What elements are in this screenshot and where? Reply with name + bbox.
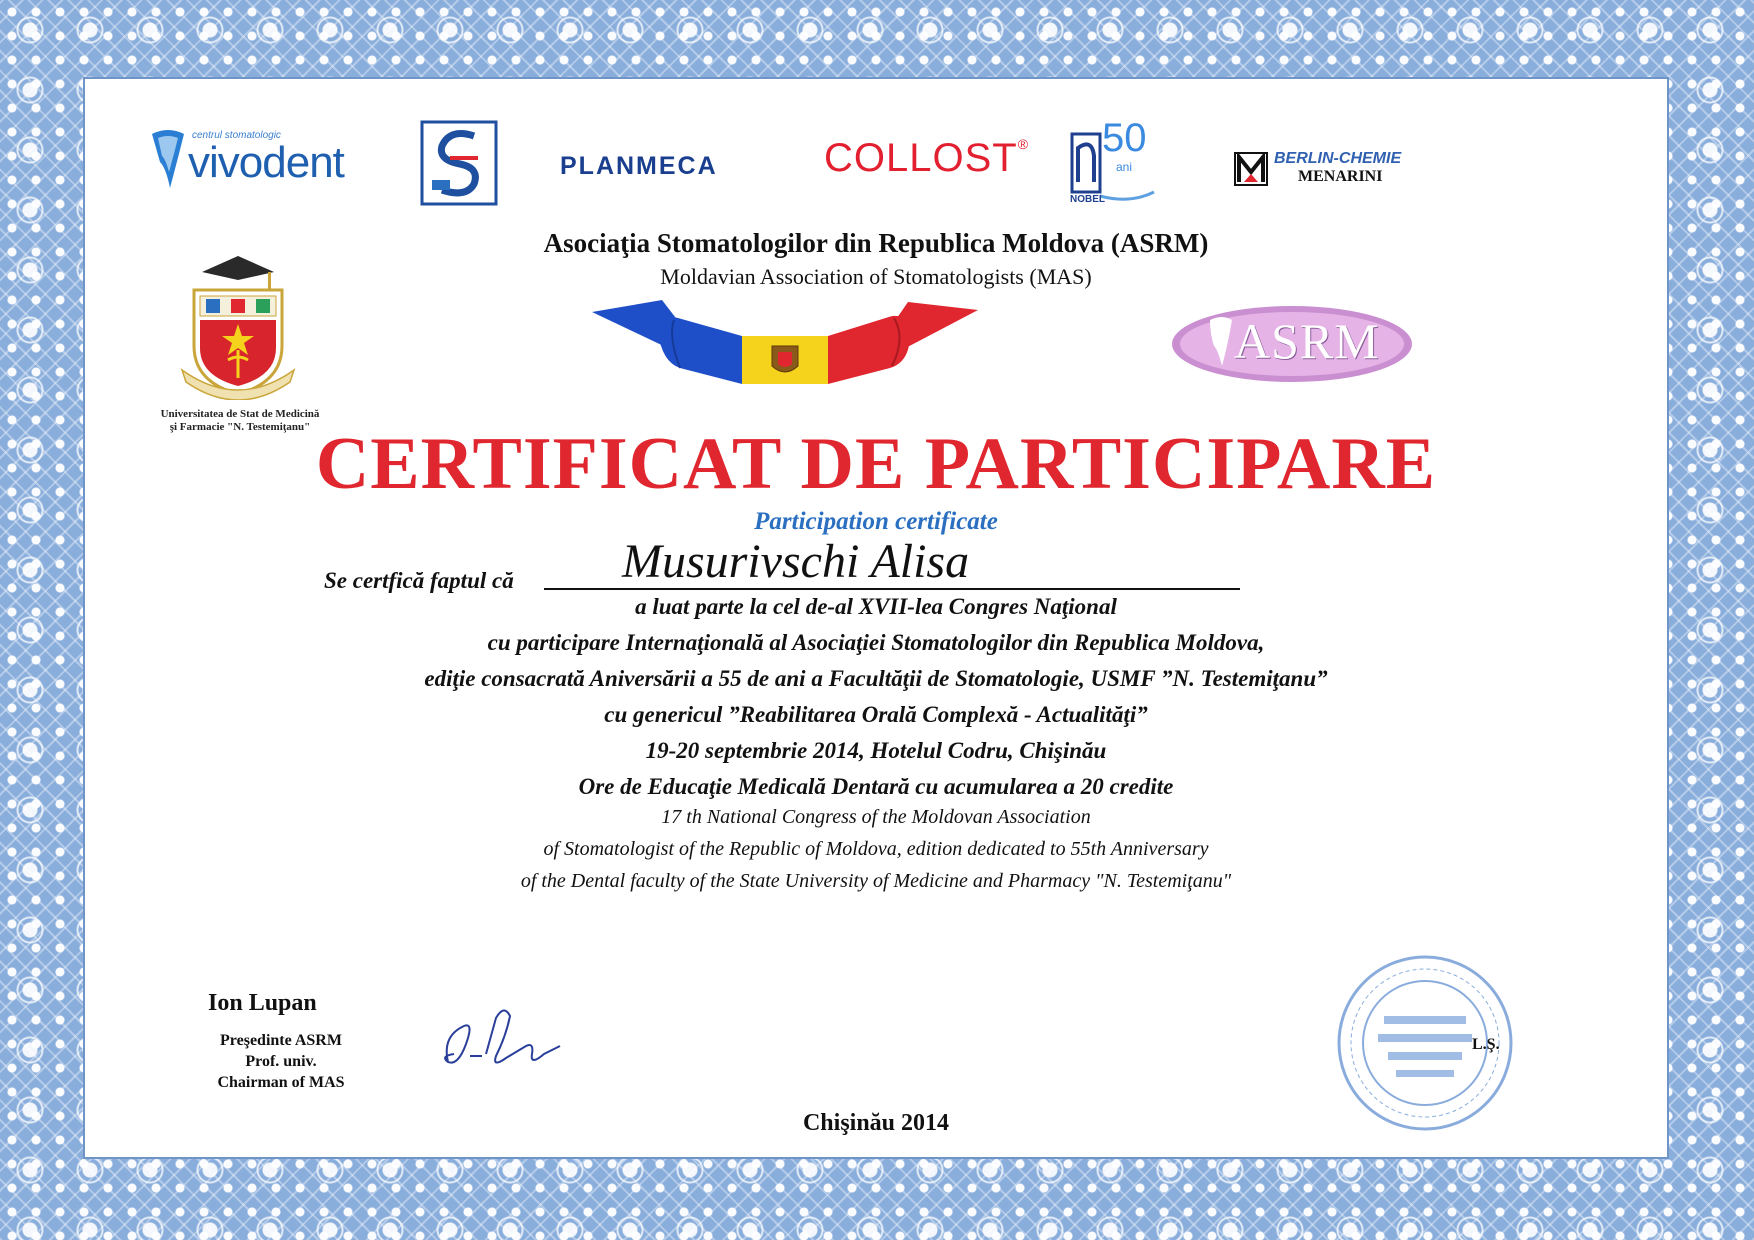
- signatory-role: Chairman of MAS: [217, 1074, 345, 1091]
- vivodent-logo: [148, 126, 358, 196]
- stamp-label: L.Ş.: [1472, 1036, 1500, 1053]
- association-name-en: Moldavian Association of Stomatologists (MAS): [660, 264, 1092, 289]
- university-crest: [180, 250, 296, 400]
- registered-mark: ®: [1017, 136, 1029, 152]
- association-name-ro: Asociaţia Stomatologilor din Republica Moldova (ASRM): [543, 228, 1209, 258]
- english-line: of the Dental faculty of the State University of Medicine and Pharmacy "N. Testemiţanu": [520, 870, 1232, 892]
- body-line: Ore de Educaţie Medicală Dentară cu acumularea a 20 credite: [578, 774, 1174, 799]
- nobel-wordmark: NOBEL: [1070, 194, 1105, 205]
- body-line: ediţie consacrată Aniversării a 55 de ani a Facultăţii de Stomatologie, USMF ”N. Testemiţanu”: [424, 666, 1328, 691]
- body-line: cu participare Internaţională al Asociaţiei Stomatologilor din Republica Moldova,: [487, 630, 1265, 655]
- nobel-years: 50: [1102, 116, 1147, 160]
- signatory-role: Preşedinte ASRM: [220, 1032, 342, 1049]
- berlin-chemie-line1: BERLIN-CHEMIE: [1274, 150, 1402, 167]
- english-line: of Stomatologist of the Republic of Moldova, edition dedicated to 55th Anniversary: [543, 838, 1209, 860]
- asrm-logo: [1170, 304, 1414, 384]
- university-name-line2: şi Farmacie "N. Testemiţanu": [169, 421, 311, 433]
- recipient-name: Musurivschi Alisa: [622, 535, 970, 588]
- body-line: 19-20 septembrie 2014, Hotelul Codru, Chişinău: [645, 738, 1107, 763]
- flag-ribbon: [592, 296, 978, 392]
- nobel-logo: [1070, 116, 1160, 208]
- vivodent-tagline: centrul stomatologic: [192, 130, 281, 141]
- signatory-roles: [180, 1030, 382, 1093]
- asrm-wordmark: ASRM: [1234, 313, 1380, 369]
- s-emblem-logo: [420, 120, 498, 206]
- university-name-line1: Universitatea de Stat de Medicină: [160, 408, 320, 420]
- nobel-ani: ani: [1116, 160, 1133, 174]
- certificate-subtitle: Participation certificate: [754, 508, 998, 535]
- footer-place-date: Chişinău 2014: [802, 1110, 950, 1136]
- signature: [434, 996, 574, 1076]
- certify-intro: Se certfică faptul că: [324, 568, 514, 593]
- tooth-icon: [148, 128, 188, 192]
- english-line: 17 th National Congress of the Moldovan Association: [661, 806, 1091, 828]
- certificate-paper: [88, 82, 1664, 1154]
- body-line: a luat parte la cel de-al XVII-lea Congres Naţional: [635, 594, 1117, 619]
- vivodent-wordmark: vivodent: [188, 138, 344, 187]
- collost-wordmark: COLLOST: [824, 136, 1018, 180]
- certificate-title: CERTIFICAT DE PARTICIPARE: [315, 423, 1437, 505]
- signatory-role: Prof. univ.: [245, 1053, 317, 1070]
- signatory-name: Ion Lupan: [208, 990, 317, 1016]
- planmeca-logo: PLANMECA: [560, 152, 718, 180]
- berlin-chemie-logo: [1234, 150, 1464, 200]
- menarini-logo: [1234, 152, 1268, 186]
- berlin-chemie-line2: MENARINI: [1298, 168, 1383, 185]
- collost-logo: [824, 136, 1029, 196]
- body-line: cu genericul ”Reabilitarea Orală Complexă - Actualităţi”: [604, 702, 1148, 727]
